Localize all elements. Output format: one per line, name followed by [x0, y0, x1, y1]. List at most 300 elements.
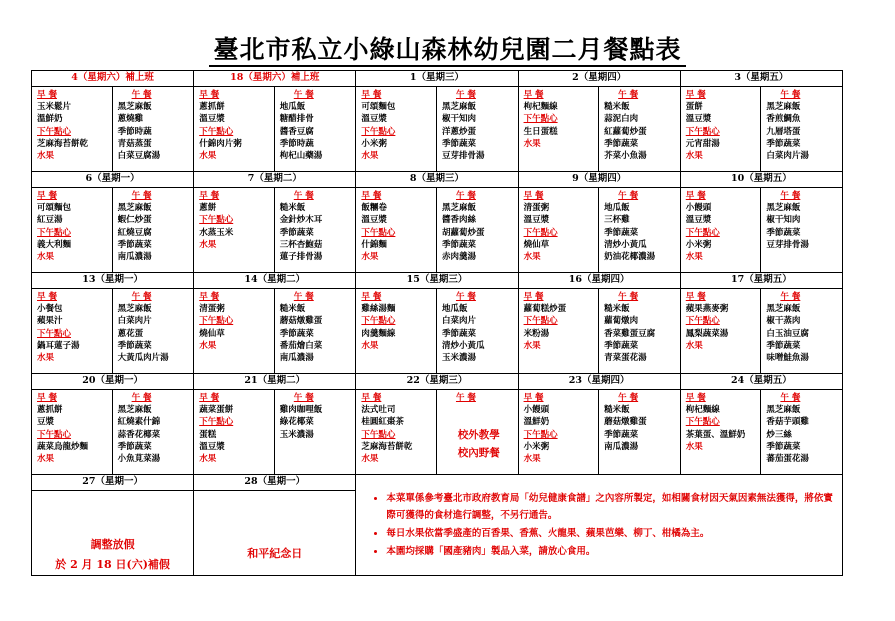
menu-item: 小餐包 — [37, 304, 63, 315]
day-cell-inner — [681, 188, 842, 272]
day-cell-inner — [681, 289, 842, 373]
breakfast-heading: 早 餐 — [361, 393, 382, 403]
menu-item: 味噌鮭魚湯 — [766, 353, 809, 364]
menu-item: 糙米飯 — [279, 203, 306, 214]
menu-item: 溫豆漿 — [685, 215, 712, 226]
snack-heading: 下午點心 — [361, 126, 396, 137]
breakfast-column — [681, 188, 762, 272]
menu-item: 什錦麵 — [361, 239, 387, 250]
menu-item: 蛋糕 — [199, 429, 217, 440]
menu-item: 季節蔬菜 — [117, 441, 152, 452]
day-header: 15（星期三） — [356, 273, 518, 289]
day-cell — [518, 289, 680, 374]
day-cell-inner — [32, 188, 193, 272]
menu-item: 大黃瓜肉片湯 — [117, 353, 169, 364]
breakfast-column — [681, 390, 762, 474]
menu-item: 季節蔬菜 — [279, 227, 314, 238]
day-cell — [32, 390, 194, 475]
menu-item: 蘑菇燉雞蛋 — [604, 417, 647, 428]
snack-heading: 下午點心 — [199, 316, 234, 327]
day-header: 24（星期五） — [680, 374, 842, 390]
day-header: 18（星期六）補上班 — [194, 71, 356, 87]
menu-item: 可頌麵包 — [37, 203, 72, 214]
menu-item: 芝麻海苔餅乾 — [37, 138, 89, 149]
breakfast-column — [194, 289, 275, 373]
day-header: 16（星期四） — [518, 273, 680, 289]
lunch-heading: 午 餐 — [455, 393, 476, 403]
lunch-heading: 午 餐 — [780, 90, 801, 100]
menu-item: 糙米飯 — [604, 405, 630, 416]
breakfast-heading: 早 餐 — [199, 191, 220, 201]
lunch-heading: 午 餐 — [293, 393, 314, 403]
fruit-label: 水果 — [361, 151, 379, 162]
snack-heading: 下午點心 — [523, 429, 558, 440]
menu-item: 南瓜濃湯 — [279, 353, 314, 364]
lunch-heading: 午 餐 — [455, 191, 476, 201]
special-event — [442, 404, 516, 462]
breakfast-heading: 早 餐 — [523, 90, 544, 100]
lunch-heading: 午 餐 — [618, 90, 639, 100]
day-cell — [680, 188, 842, 273]
menu-item: 枸杞山藥湯 — [279, 151, 323, 162]
lunch-column — [761, 87, 842, 171]
day-cell — [518, 87, 680, 172]
lunch-heading: 午 餐 — [618, 292, 639, 302]
fruit-label: 水果 — [361, 340, 379, 351]
menu-item: 蔥燒雞 — [117, 114, 144, 125]
snack-heading: 下午點心 — [37, 429, 72, 440]
day-header: 4（星期六）補上班 — [32, 71, 194, 87]
day-cell — [32, 188, 194, 273]
lunch-heading: 午 餐 — [131, 393, 152, 403]
day-cell-inner — [356, 289, 517, 373]
fruit-label: 水果 — [199, 239, 217, 250]
menu-item: 香菜雞蛋豆腐 — [604, 328, 656, 339]
menu-item: 季節時蔬 — [117, 126, 152, 137]
menu-item: 水蒸玉米 — [199, 227, 234, 238]
day-cell — [194, 87, 356, 172]
day-header: 27（星期一） — [32, 475, 194, 491]
menu-item: 小饅頭 — [685, 203, 712, 214]
menu-item: 季節蔬菜 — [117, 239, 152, 250]
menu-item: 芝麻海苔餅乾 — [361, 441, 413, 452]
menu-item: 蔬菜烏龍炒麵 — [37, 441, 89, 452]
menu-item: 赤肉羹湯 — [441, 252, 476, 263]
breakfast-heading: 早 餐 — [685, 191, 706, 201]
menu-item: 三杯雞 — [604, 215, 630, 226]
breakfast-heading: 早 餐 — [199, 292, 220, 302]
lunch-column — [437, 87, 518, 171]
day-header: 13（星期一） — [32, 273, 194, 289]
menu-item: 清蛋粥 — [523, 203, 550, 214]
menu-item: 溫豆漿 — [523, 215, 550, 226]
breakfast-column — [519, 188, 600, 272]
day-cell — [680, 87, 842, 172]
menu-item: 蒜香花椰菜 — [117, 429, 161, 440]
menu-item: 洋蔥炒蛋 — [441, 126, 476, 137]
day-cell-inner — [519, 289, 680, 373]
day-cell-inner — [32, 87, 193, 171]
menu-item: 糖醋排骨 — [279, 114, 314, 125]
menu-item: 季節蔬菜 — [604, 429, 639, 440]
note-item: • 本菜單係參考臺北市政府教育局「幼兒健康食譜」之內容所製定，如相關食材因天氣因素無法獲得，將依實際可獲得的食材進行調整，不另行通告。 — [386, 490, 834, 524]
day-cell — [356, 390, 518, 475]
menu-item: 季節蔬菜 — [441, 138, 476, 149]
day-header: 1（星期三） — [356, 71, 518, 87]
lunch-heading: 午 餐 — [293, 90, 314, 100]
day-cell — [680, 289, 842, 374]
menu-item: 綠花椰菜 — [279, 417, 314, 428]
menu-item: 季節蔬菜 — [604, 340, 639, 351]
snack-heading: 下午點心 — [361, 227, 396, 238]
menu-item: 飯糰卷 — [361, 203, 387, 214]
menu-item: 蔥抓餅 — [199, 102, 225, 113]
menu-item: 蘿蔔糕炒蛋 — [523, 304, 567, 315]
day-header: 7（星期二） — [194, 172, 356, 188]
day-cell — [356, 87, 518, 172]
menu-item: 黑芝麻飯 — [117, 102, 152, 113]
breakfast-heading: 早 餐 — [361, 292, 382, 302]
menu-item: 小米粥 — [685, 239, 712, 250]
menu-table — [31, 70, 843, 576]
menu-item: 白菜豆腐湯 — [117, 151, 161, 162]
menu-item: 肉羹麵線 — [361, 328, 396, 339]
note-item: • 本園均採購「國產豬肉」製品入菜，請放心食用。 — [386, 543, 834, 560]
menu-item: 燒仙草 — [199, 328, 225, 339]
breakfast-column — [32, 188, 113, 272]
day-cell-inner — [519, 390, 680, 474]
breakfast-heading: 早 餐 — [685, 292, 706, 302]
menu-item: 南瓜濃湯 — [604, 441, 639, 452]
day-cell — [32, 289, 194, 374]
day-cell-inner — [356, 390, 517, 474]
breakfast-column — [356, 188, 437, 272]
breakfast-column — [32, 390, 113, 474]
lunch-column — [599, 188, 680, 272]
day-cell-inner — [519, 188, 680, 272]
day-header: 3（星期五） — [680, 71, 842, 87]
breakfast-heading: 早 餐 — [37, 292, 57, 302]
day-cell — [356, 289, 518, 374]
menu-item: 醬香肉絲 — [441, 215, 476, 226]
day-cell-inner — [32, 289, 193, 373]
menu-item: 蕃茄蛋花湯 — [766, 454, 809, 465]
lunch-column — [437, 390, 518, 474]
lunch-heading: 午 餐 — [455, 292, 476, 302]
menu-item: 蔬菜蛋餅 — [199, 405, 234, 416]
day-header: 22（星期三） — [356, 374, 518, 390]
menu-item: 金針炒木耳 — [279, 215, 323, 226]
day-cell-inner — [681, 390, 842, 474]
day-cell — [194, 289, 356, 374]
menu-item: 溫豆漿 — [199, 114, 225, 125]
fruit-label: 水果 — [199, 340, 217, 351]
menu-item: 季節蔬菜 — [279, 328, 314, 339]
menu-item: 黑芝麻飯 — [117, 203, 152, 214]
menu-item: 奶油花椰濃湯 — [604, 252, 656, 263]
menu-item: 清蛋粥 — [199, 304, 225, 315]
day-cell — [32, 87, 194, 172]
menu-item: 玉米鬆片 — [37, 102, 72, 113]
menu-item: 青菜蛋花湯 — [604, 353, 647, 364]
menu-item: 白玉油豆腐 — [766, 328, 809, 339]
lunch-column — [761, 289, 842, 373]
menu-item: 雞肉咖哩飯 — [279, 405, 323, 416]
fruit-label: 水果 — [37, 252, 55, 263]
snack-heading: 下午點心 — [523, 316, 558, 327]
menu-item: 小饅頭 — [523, 405, 550, 416]
day-cell — [680, 390, 842, 475]
menu-item: 番茄燴白菜 — [279, 340, 323, 351]
menu-item: 豆漿 — [37, 417, 55, 428]
snack-heading: 下午點心 — [199, 215, 234, 226]
menu-item: 鳳梨蔬菜湯 — [685, 328, 729, 339]
lunch-column — [113, 87, 194, 171]
menu-item: 蘋果燕麥粥 — [685, 304, 729, 315]
menu-item: 蘑菇燉雞蛋 — [279, 316, 323, 327]
menu-item: 季節蔬菜 — [441, 328, 476, 339]
menu-item: 糙米飯 — [604, 304, 630, 315]
menu-item: 糙米飯 — [604, 102, 630, 113]
breakfast-heading: 早 餐 — [685, 393, 706, 403]
breakfast-column — [194, 390, 275, 474]
breakfast-heading: 早 餐 — [361, 191, 382, 201]
lunch-column — [599, 390, 680, 474]
holiday-line: 調整放假 — [90, 538, 135, 551]
fruit-label: 水果 — [361, 252, 379, 263]
menu-item: 胡蘿蔔炒蛋 — [441, 227, 485, 238]
snack-heading: 下午點心 — [361, 316, 396, 327]
menu-item: 季節蔬菜 — [117, 340, 152, 351]
day-cell — [356, 188, 518, 273]
breakfast-heading: 早 餐 — [523, 191, 544, 201]
fruit-label: 水果 — [523, 340, 541, 351]
breakfast-column — [356, 289, 437, 373]
menu-item: 蛋餅 — [685, 102, 703, 113]
menu-item: 季節蔬菜 — [766, 138, 801, 149]
snack-heading: 下午點心 — [685, 417, 720, 428]
menu-item: 法式吐司 — [361, 405, 396, 416]
lunch-column — [437, 289, 518, 373]
snack-heading: 下午點心 — [685, 316, 720, 327]
menu-item: 可頌麵包 — [361, 102, 396, 113]
menu-item: 地瓜飯 — [441, 304, 468, 315]
breakfast-column — [519, 390, 600, 474]
lunch-heading: 午 餐 — [131, 191, 152, 201]
day-header: 9（星期四） — [518, 172, 680, 188]
notes — [356, 475, 842, 560]
menu-item: 燒仙草 — [523, 239, 550, 250]
notes-cell — [356, 475, 843, 576]
menu-item: 溫豆漿 — [361, 215, 387, 226]
day-cell-inner — [356, 188, 517, 272]
note-item: • 每日水果依當季盛產的百香果、香蕉、火龍果、蘋果芭樂、柳丁、柑橘為主。 — [386, 525, 834, 542]
day-cell-inner — [356, 87, 517, 171]
menu-item: 蘋果汁 — [37, 316, 63, 327]
menu-item: 溫鮮奶 — [37, 114, 63, 125]
breakfast-column — [194, 87, 275, 171]
menu-item: 黑芝麻飯 — [117, 405, 152, 416]
menu-item: 米粉湯 — [523, 328, 550, 339]
menu-item: 青菇蒸蛋 — [117, 138, 152, 149]
page-title: 臺北市私立小綠山森林幼兒園二月餐點表 — [0, 30, 895, 66]
breakfast-column — [32, 87, 113, 171]
fruit-label: 水果 — [685, 252, 703, 263]
menu-item: 蒜泥白肉 — [604, 114, 639, 125]
fruit-label: 水果 — [37, 454, 55, 465]
holiday-line: 於 2 月 18 日(六)補假 — [55, 558, 170, 571]
lunch-column — [275, 188, 356, 272]
breakfast-column — [519, 289, 600, 373]
menu-item: 枸杞麵線 — [523, 102, 558, 113]
lunch-heading: 午 餐 — [780, 191, 801, 201]
snack-heading: 下午點心 — [199, 417, 234, 428]
breakfast-heading: 早 餐 — [523, 393, 544, 403]
menu-item: 季節蔬菜 — [766, 227, 801, 238]
lunch-heading: 午 餐 — [618, 191, 639, 201]
special-item: 校內野餐 — [457, 447, 500, 460]
menu-item: 芥菜小魚湯 — [604, 151, 647, 162]
breakfast-heading: 早 餐 — [523, 292, 544, 302]
menu-item: 九層塔蛋 — [766, 126, 801, 137]
breakfast-column — [194, 188, 275, 272]
menu-item: 地瓜飯 — [604, 203, 630, 214]
day-cell-inner — [32, 390, 193, 474]
lunch-column — [761, 390, 842, 474]
day-header: 6（星期一） — [32, 172, 194, 188]
menu-item: 蔥抓餅 — [37, 405, 63, 416]
menu-item: 椒干蒸肉 — [766, 316, 801, 327]
menu-item: 南瓜濃湯 — [117, 252, 152, 263]
menu-item: 玉米濃湯 — [441, 353, 476, 364]
snack-heading: 下午點心 — [361, 429, 396, 440]
menu-item: 季節時蔬 — [279, 138, 314, 149]
fruit-label: 水果 — [37, 151, 55, 162]
menu-item: 椒干知肉 — [441, 114, 476, 125]
day-cell-inner — [681, 87, 842, 171]
fruit-label: 水果 — [523, 454, 541, 465]
breakfast-column — [356, 390, 437, 474]
breakfast-column — [681, 87, 762, 171]
day-header: 20（星期一） — [32, 374, 194, 390]
snack-heading: 下午點心 — [37, 126, 72, 137]
notes-list — [378, 490, 834, 560]
menu-item: 豆芽排骨湯 — [441, 151, 485, 162]
fruit-label: 水果 — [199, 151, 217, 162]
menu-item: 枸杞麵線 — [685, 405, 720, 416]
menu-item: 元宵甜湯 — [685, 138, 720, 149]
menu-item: 蔥花蛋 — [117, 328, 144, 339]
menu-item: 蘿蔔燉肉 — [604, 316, 639, 327]
menu-item: 醬香豆腐 — [279, 126, 314, 137]
day-cell — [518, 390, 680, 475]
fruit-label: 水果 — [685, 340, 703, 351]
fruit-label: 水果 — [523, 138, 541, 149]
day-cell — [518, 188, 680, 273]
day-header: 28（星期一） — [194, 475, 356, 491]
day-header: 14（星期二） — [194, 273, 356, 289]
menu-item: 清炒小黃瓜 — [604, 239, 647, 250]
peace-cell — [194, 491, 356, 576]
menu-item: 白菜肉片 — [441, 316, 476, 327]
menu-item: 季節蔬菜 — [441, 239, 476, 250]
lunch-column — [599, 289, 680, 373]
menu-item: 什錦肉片粥 — [199, 138, 242, 149]
peace-text: 和平紀念日 — [247, 547, 303, 560]
menu-item: 蓮子排骨湯 — [279, 252, 323, 263]
day-cell-inner — [519, 87, 680, 171]
snack-heading: 下午點心 — [685, 227, 720, 238]
menu-item: 季節蔬菜 — [604, 227, 639, 238]
menu-item: 紅豆湯 — [37, 215, 63, 226]
snack-heading: 下午點心 — [37, 328, 72, 339]
menu-item: 黑芝麻飯 — [766, 304, 801, 315]
day-header: 8（星期三） — [356, 172, 518, 188]
menu-item: 季節蔬菜 — [766, 340, 801, 351]
menu-item: 椒干知肉 — [766, 215, 801, 226]
special-item: 校外教學 — [457, 429, 500, 442]
menu-item: 黑芝麻飯 — [766, 405, 801, 416]
menu-item: 溫豆漿 — [199, 441, 225, 452]
snack-heading: 下午點心 — [523, 227, 558, 238]
breakfast-column — [681, 289, 762, 373]
breakfast-column — [356, 87, 437, 171]
breakfast-heading: 早 餐 — [685, 90, 706, 100]
menu-item: 茶葉蛋、溫鮮奶 — [685, 429, 746, 440]
fruit-label: 水果 — [685, 441, 703, 452]
menu-item: 豆芽排骨湯 — [766, 239, 809, 250]
menu-item: 香菇芋頭雞 — [766, 417, 809, 428]
day-cell — [194, 390, 356, 475]
breakfast-heading: 早 餐 — [37, 393, 57, 403]
menu-item: 玉米濃湯 — [279, 429, 314, 440]
menu-item: 溫豆漿 — [685, 114, 712, 125]
day-header: 17（星期五） — [680, 273, 842, 289]
fruit-label: 水果 — [37, 353, 55, 364]
day-header: 23（星期四） — [518, 374, 680, 390]
lunch-heading: 午 餐 — [780, 393, 801, 403]
menu-item: 生日蛋糕 — [523, 126, 558, 137]
menu-item: 小米粥 — [361, 138, 387, 149]
snack-heading: 下午點心 — [523, 114, 558, 125]
breakfast-column — [519, 87, 600, 171]
breakfast-column — [32, 289, 113, 373]
day-header: 2（星期四） — [518, 71, 680, 87]
lunch-column — [275, 390, 356, 474]
menu-item: 黑芝麻飯 — [441, 102, 476, 113]
menu-item: 地瓜飯 — [279, 102, 306, 113]
menu-item: 黑芝麻飯 — [766, 102, 801, 113]
menu-item: 雞絲湯麵 — [361, 304, 396, 315]
menu-item: 季節蔬菜 — [604, 138, 639, 149]
menu-item: 三杯杏鮑菇 — [279, 239, 323, 250]
breakfast-heading: 早 餐 — [37, 191, 57, 201]
menu-item: 蔥餅 — [199, 203, 217, 214]
lunch-column — [113, 188, 194, 272]
breakfast-heading: 早 餐 — [199, 393, 220, 403]
menu-item: 白菜肉片 — [117, 316, 152, 327]
menu-item: 溫鮮奶 — [523, 417, 550, 428]
lunch-column — [113, 390, 194, 474]
fruit-label: 水果 — [199, 454, 217, 465]
day-cell-inner — [194, 390, 355, 474]
menu-item: 小米粥 — [523, 441, 550, 452]
menu-item: 鍋耳蓮子湯 — [37, 340, 80, 351]
menu-item: 義大利麵 — [37, 239, 72, 250]
lunch-column — [275, 87, 356, 171]
menu-item: 小魚莧菜湯 — [117, 454, 161, 465]
day-header: 10（星期五） — [680, 172, 842, 188]
